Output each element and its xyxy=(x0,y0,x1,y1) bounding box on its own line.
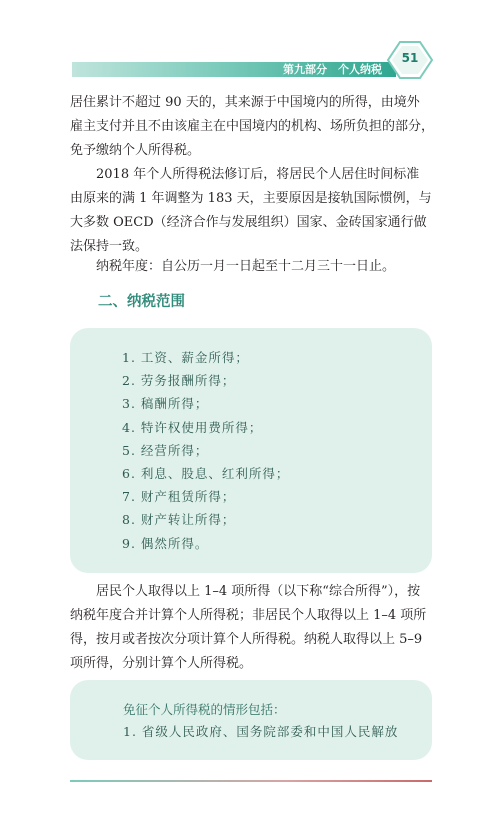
list-item: 6. 利息、股息、红利所得； xyxy=(122,466,290,482)
paragraph-line: 由原来的满 1 年调整为 183 天，主要原因是接轨国际惯例，与 xyxy=(70,191,432,206)
paragraph-line: 得，按月或者按次分项计算个人所得税。纳税人取得以上 5–9 xyxy=(70,632,423,647)
paragraph-residency-exemption xyxy=(70,91,435,163)
list-item: 1. 省级人民政府、国务院部委和中国人民解放 xyxy=(123,724,399,739)
paragraph-line: 纳税年度：自公历一月一日起至十二月三十一日止。 xyxy=(96,259,396,274)
paragraph-line: 法保持一致。 xyxy=(70,239,149,254)
paragraph-line: 居住累计不超过 90 天的，其来源于中国境内的所得，由境外 xyxy=(70,95,420,110)
list-item: 7. 财产租赁所得； xyxy=(122,489,236,505)
exemption-box-title: 免征个人所得税的情形包括： xyxy=(123,702,286,717)
exemption-box xyxy=(70,680,432,760)
paragraph-tax-year xyxy=(70,255,432,279)
paragraph-line: 项所得，分别计算个人所得税。 xyxy=(70,656,253,671)
paragraph-line: 2018 年个人所得税法修订后，将居民个人居住时间标准 xyxy=(96,167,420,182)
list-item: 5. 经营所得； xyxy=(122,442,209,458)
list-item: 2. 劳务报酬所得； xyxy=(122,373,236,389)
section-title: 二、纳税范围 xyxy=(98,294,185,310)
page-number: 51 xyxy=(401,51,419,65)
list-item: 1. 工资、薪金所得； xyxy=(122,350,249,365)
chapter-header-band xyxy=(72,62,396,77)
list-item: 8. 财产转让所得； xyxy=(122,512,236,528)
paragraph-line: 大多数 OECD（经济合作与发展组织）国家、金砖国家通行做 xyxy=(70,215,427,230)
paragraph-line: 纳税年度合并计算个人所得税；非居民个人取得以上 1–4 项所 xyxy=(70,608,427,623)
list-item: 3. 稿酬所得； xyxy=(122,396,209,412)
paragraph-line: 免予缴纳个人所得税。 xyxy=(70,143,201,158)
paragraph-2018-revision xyxy=(70,163,432,259)
list-item: 4. 特许权使用费所得； xyxy=(122,419,263,435)
tax-scope-list xyxy=(122,346,289,555)
paragraph-comprehensive-income xyxy=(70,580,432,676)
footer-divider xyxy=(70,780,432,782)
chapter-header-label: 第九部分 个人纳税 xyxy=(283,63,382,76)
paragraph-line: 居民个人取得以上 1–4 项所得（以下称“综合所得”），按 xyxy=(96,584,421,599)
list-item: 9. 偶然所得。 xyxy=(122,535,209,551)
paragraph-line: 雇主支付并且不由该雇主在中国境内的机构、场所负担的部分， xyxy=(70,119,435,134)
